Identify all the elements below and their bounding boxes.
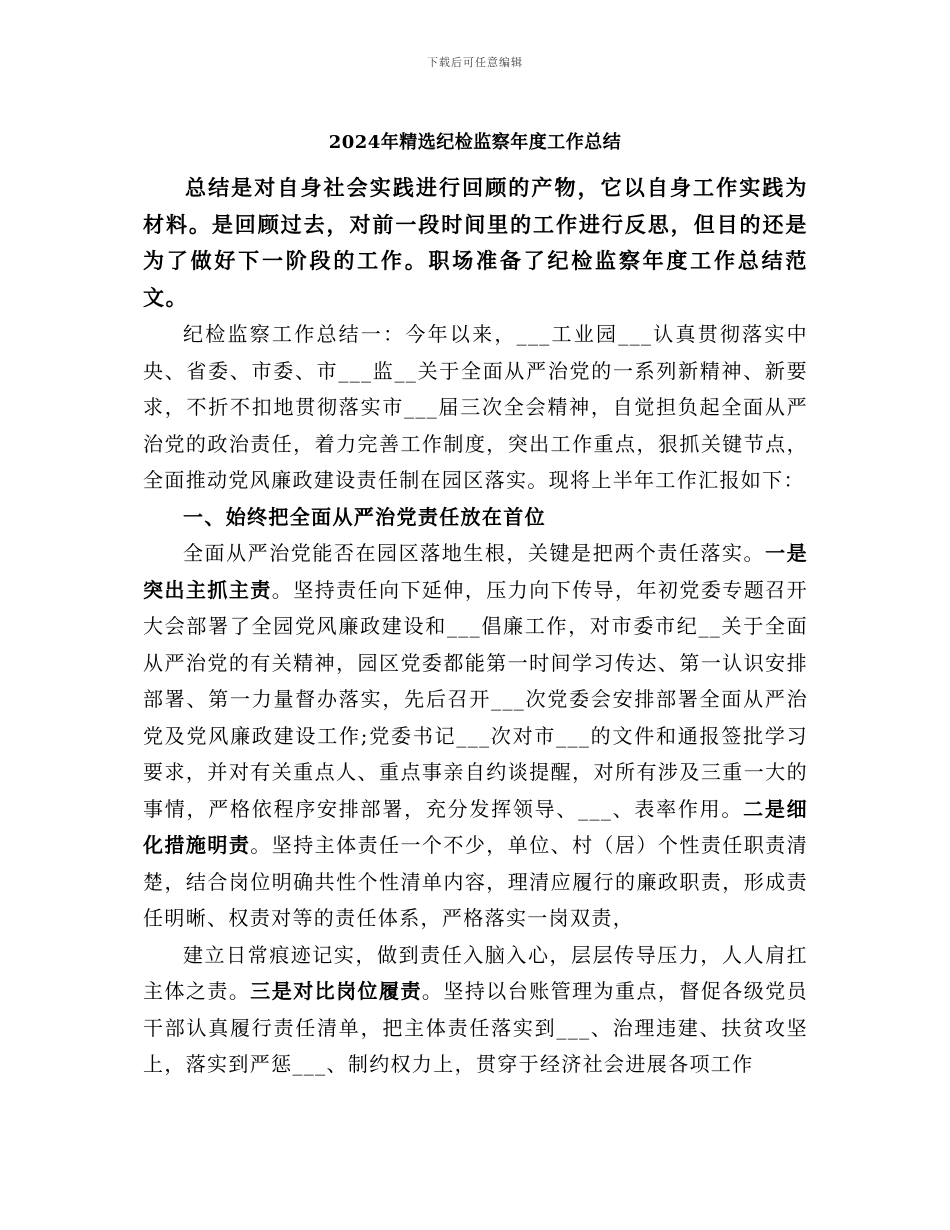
bold-point-two: 二是细化措施明责 — [143, 796, 808, 857]
intro-paragraph: 总结是对自身社会实践进行回顾的产物，它以自身工作实践为材料。是回顾过去，对前一段时间里的工作进行反思，但目的还是为了做好下一阶段的工作。职场准备了纪检监察年度工作总结范文。 — [143, 175, 808, 310]
paragraph-text: 建立日常痕迹记实，做到责任入脑入心，层层传导压力，人人肩扛主体之责。 — [143, 942, 808, 1003]
bold-point-one: 一是突出主抓主责 — [143, 541, 809, 602]
paragraph-summary-one: 纪检监察工作总结一：今年以来，___工业园___认真贯彻落实中央、省委、市委、市___监__关于全面从严治党的一系列新精神、新要求，不折不扣地贯彻落实市___届三次全会精神，自觉担负起全面从严治党的政治责任，着力完善工作制度，突出工作重点，狠抓关键节点，全面推动党风廉政建设责任制在园区落实。现将上半年工作汇报如下： — [143, 322, 808, 492]
header-note: 下载后可任意编辑 — [427, 56, 523, 69]
bold-point-three: 三是对比岗位履责 — [250, 979, 422, 1003]
paragraph-text: 。坚持以台账管理为重点，督促各级党员干部认真履行责任清单，把主体责任落实到___、治理违建、扶贫攻坚上，落实到严惩___、制约权力上，贯穿于经济社会进展各项工作 — [143, 979, 808, 1076]
section-heading-one: 一、始终把全面从严治党责任放在首位 — [183, 504, 546, 529]
paragraph-accountability — [143, 937, 808, 1083]
paragraph-text: 。坚持主体责任一个不少，单位、村（居）个性责任职责清楚，结合岗位明确共性个性清单内容，理清应履行的廉政职责，形成责任明晰、权责对等的责任体系，严格落实一岗双责， — [143, 833, 808, 930]
document-body — [143, 170, 808, 1083]
paragraph-text: 。坚持责任向下延伸，压力向下传导，年初党委专题召开大会部署了全园党风廉政建设和___倡廉工作，对市委市纪__关于全面从严治党的有关精神，园区党委都能第一时间学习传达、第一认识安排部署、第一力量督办落实，先后召开___次党委会安排部署全面从严治党及党风廉政建设工作;党委书记___次对市___的文件和通报签批学习要求，并对有关重点人、重点事亲自约谈提醒，对所有涉及三重一大的事情，严格依程序安排部署，充分发挥领导、___、表率作用。 — [143, 577, 808, 821]
paragraph-responsibility — [143, 535, 808, 937]
document-title: 2024年精选纪检监察年度工作总结 — [328, 132, 622, 153]
paragraph-text: 全面从严治党能否在园区落地生根，关键是把两个责任落实。 — [183, 541, 766, 565]
